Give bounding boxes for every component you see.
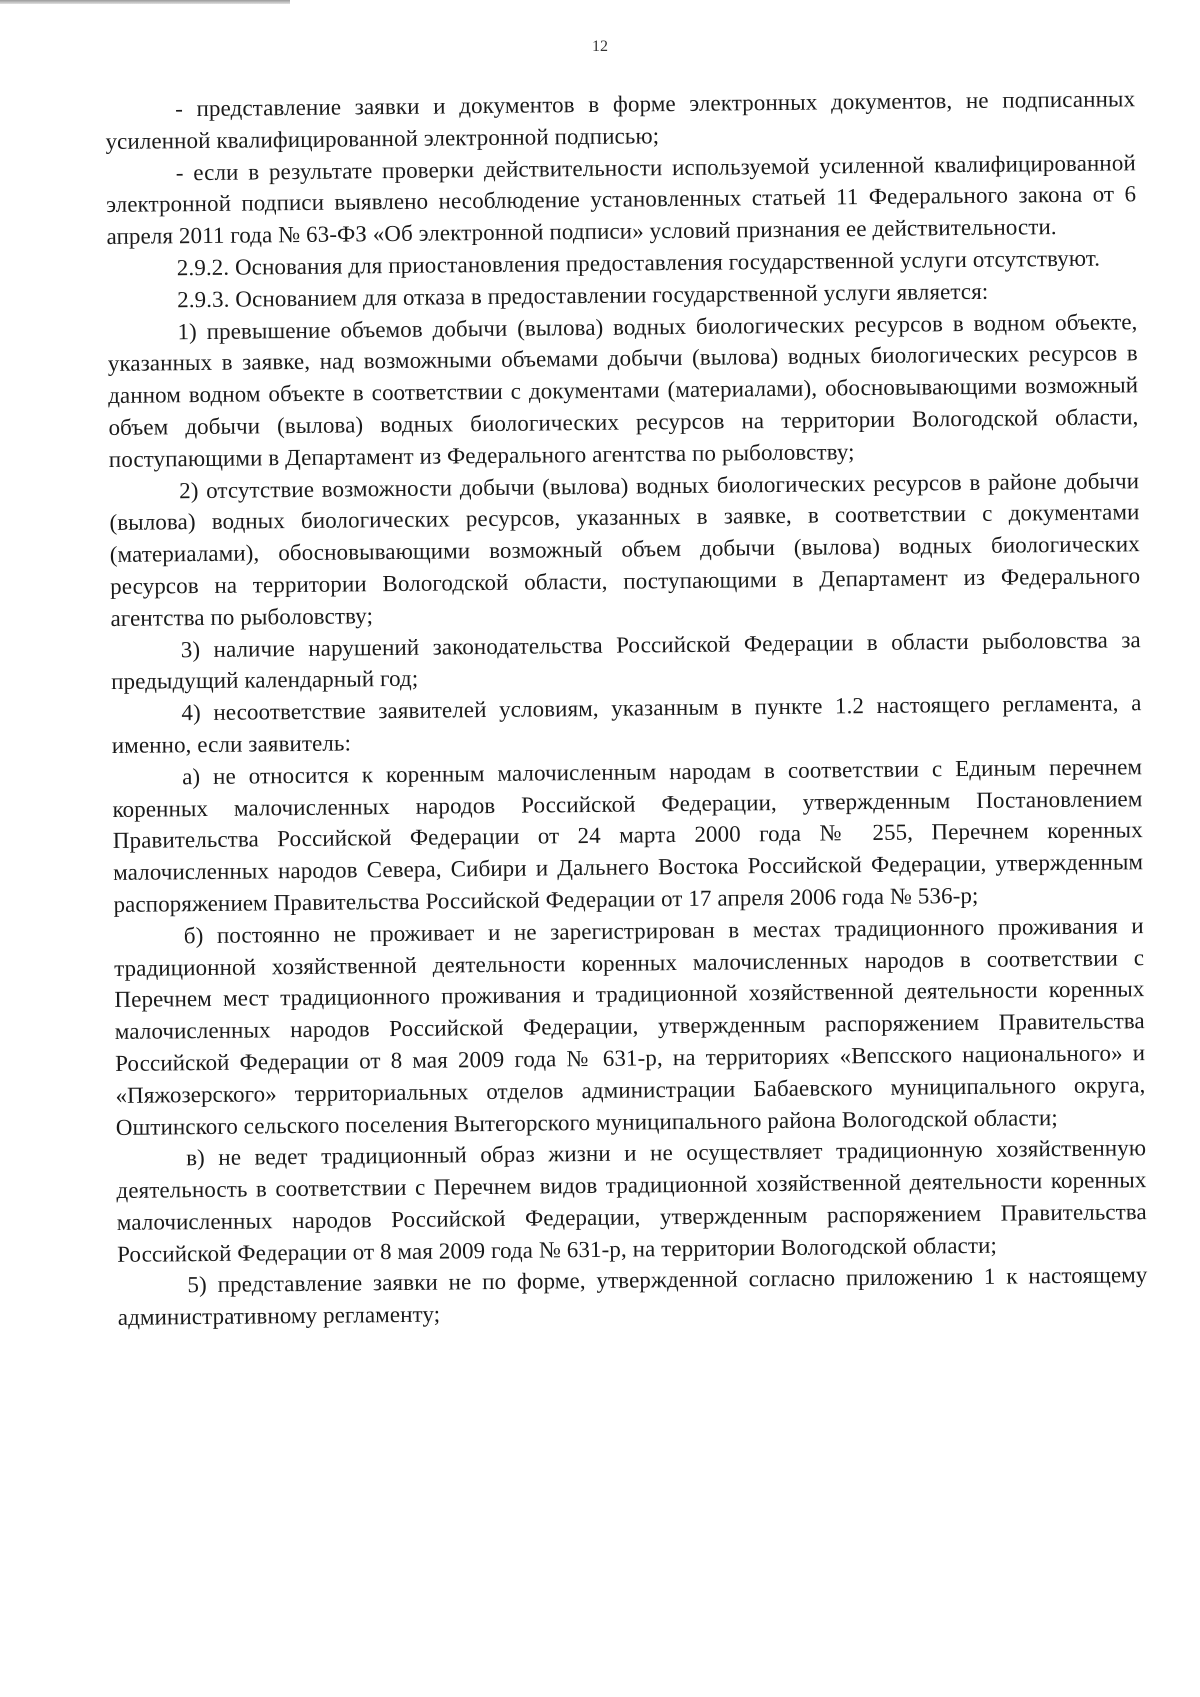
paragraph-2-9-2: 2.9.2. Основания для приостановления предоставления государственной услуги отсутствуют. (176, 245, 1101, 281)
paragraph-unsigned-documents: - представление заявки и документов в форме электронных документов, не подписанных усиленной квалифицированной электронной подписью; (105, 86, 1136, 154)
scan-edge-artifact (0, 0, 290, 4)
paragraph-item-4: 4) несоответствие заявителей условиям, указанным в пункте 1.2 настоящего регламента, а именно, если заявитель: (111, 690, 1142, 758)
document-body (105, 83, 1148, 1334)
paragraph-2-9-3: 2.9.3. Основанием для отказа в предоставлении государственной услуги является: (177, 278, 989, 313)
paragraph-item-4c: в) не ведет традиционный образ жизни и не осуществляет традиционную хозяйственную деятельность в соответствии с Перечнем видов традиционной хозяйственной деятельности коренных малочисленных народов Российской Федерации, утвержденным распоряжением Правительства Российской Федерации от 8 мая 2009 года № 631-р, на территории Вологодской области; (116, 1135, 1147, 1267)
paragraph-item-2: 2) отсутствие возможности добычи (вылова) водных биологических ресурсов в районе добычи (вылова) водных биологических ресурсов, указанных в заявке, в соответствии с документами (материалами), обосновывающими возможный объем добычи (вылова) водных биологических ресурсов на территории Вологодской области, поступающими в Департамент из Федерального агентства по рыболовству; (109, 467, 1141, 631)
paragraph-item-5: 5) представление заявки не по форме, утвержденной согласно приложению 1 к настоящему административному регламенту; (117, 1262, 1148, 1331)
paragraph-signature-check: - если в результате проверки действительности используемой усиленной квалифицированной электронной подписи выявлено несоблюдение установленных статьей 11 Федерального закона от 6 апреля 2011 года № 63-ФЗ «Об электронной подписи» условий признания ее действительности. (106, 149, 1137, 250)
paragraph-item-4b: б) постоянно не проживает и не зарегистрирован в местах традиционного проживания и традиционной хозяйственной деятельности коренных малочисленных народов в соответствии с Перечнем мест традиционного проживания и традиционной хозяйственной деятельности коренных малочисленных народов Российской Федерации, утвержденным распоряжением Правительства Российской Федерации от 8 мая 2009 года № 631-р, на территориях «Вепсского национального» и «Пяжозерского» территориальных отделов администрации Бабаевского муниципального округа, Оштинского сельского поселения Вытегорского муниципального района Вологодской области; (114, 912, 1146, 1140)
paragraph-item-3: 3) наличие нарушений законодательства Российской Федерации в области рыболовства за предыдущий календарный год; (111, 626, 1141, 695)
paragraph-item-1: 1) превышение объемов добычи (вылова) водных биологических ресурсов в водном объекте, указанных в заявке, над возможными объемами добычи (вылова) водных биологических ресурсов в данном водном объекте в соответствии с документами (материалами), обосновывающими возможный объем добычи (вылова) водных биологических ресурсов на территории Вологодской области, поступающими в Департамент из Федерального агентства по рыболовству; (107, 308, 1139, 472)
page-number: 12 (592, 38, 608, 55)
paragraph-item-4a: а) не относится к коренным малочисленным народам в соответствии с Единым перечнем коренных малочисленных народов Российской Федерации, утвержденным Постановлением Правительства Российской Федерации от 24 марта 2000 года № 255, Перечнем коренных малочисленных народов Севера, Сибири и Дальнего Востока Российской Федерации, утвержденным распоряжением Правительства Российской Федерации от 17 апреля 2006 года № 536-р; (112, 753, 1144, 917)
